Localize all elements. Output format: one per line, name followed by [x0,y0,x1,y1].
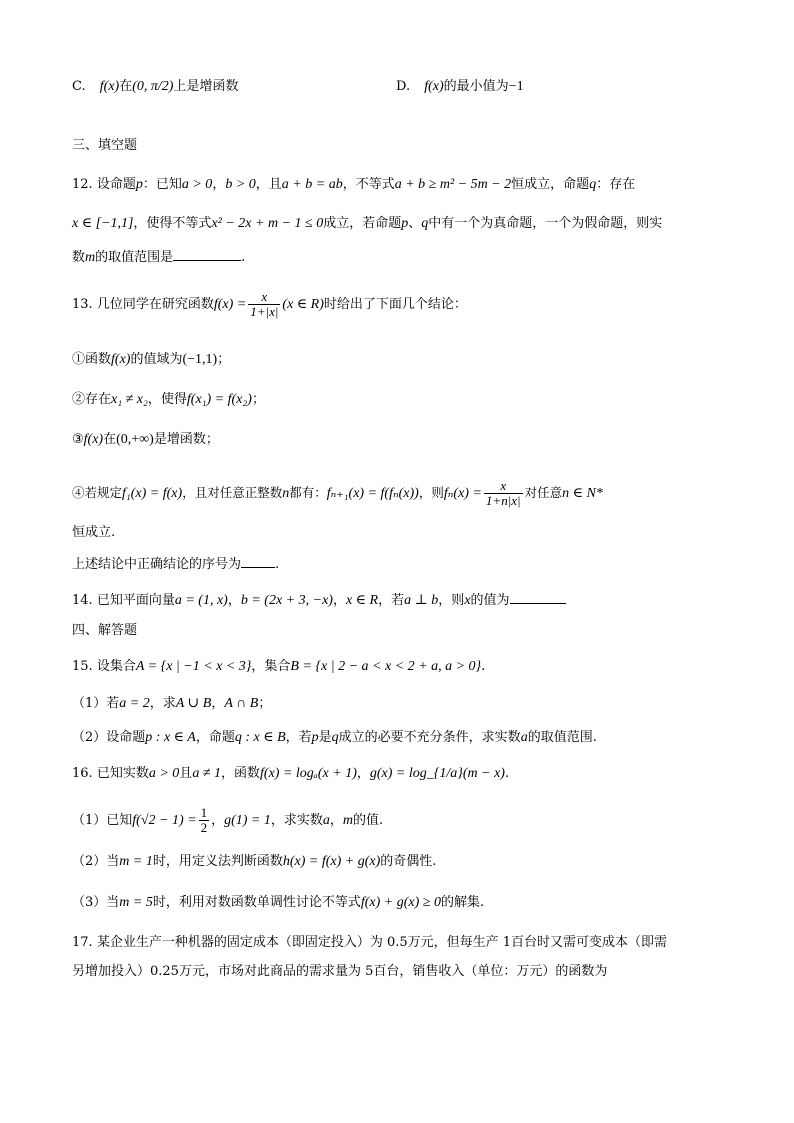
q13-math: f₁(x) = f(x) [122,486,183,501]
q13-math-domain: (x ∈ R) [282,297,324,312]
q13-math: fₙ₊₁(x) = f(fₙ(x)) [326,486,419,501]
q16-part-1 [72,802,722,840]
q13-math: n ∈ N* [562,486,603,501]
q13-text: 几位同学在研究函数 [96,297,214,312]
q12-math-q: q [421,216,429,231]
q15-text: （2）设命题 [72,730,146,745]
q16-math: g(x) = log_{1/a}(m − x) [369,766,505,781]
q16-text: ， [211,813,225,828]
q12-text: ， [212,177,226,192]
q13-math-f: f(x) = [213,297,247,312]
q16-text: （3）当 [72,895,120,910]
q16-text: 时，利用对数函数单调性讨论不等式 [152,895,361,910]
q15-text: 是 [318,730,332,745]
q15-text: （1）若 [72,696,120,711]
q13-text: 的值域为 [130,352,183,367]
question-12-line2 [72,214,722,234]
option-c-interval: (0, π/2) [132,79,174,94]
q16-text: （1）已知 [72,813,133,828]
q16-math: m [342,813,354,828]
answer-blank[interactable] [173,248,241,261]
q13-frac-den: 1+n|x| [485,493,521,508]
option-c-text-zai: 在 [119,79,133,94]
q16-text: 已知实数 [96,766,149,781]
q12-text: ，且 [255,177,282,192]
q12-text: ：存在 [596,177,636,192]
q12-math-p: p [135,177,143,192]
q13-math: n [282,486,290,501]
option-d-tail: 的最小值为 [443,79,509,94]
q15-text: ，集合 [251,659,291,674]
q12-math-x: x ∈ [−1,1] [72,216,134,231]
q13-text: ③ [72,432,84,447]
q14-math: x [464,593,471,608]
q13-text: 在 [103,432,117,447]
q16-math: f(x) = logₐ(x + 1) [260,766,357,781]
q16-frac-den: 2 [200,820,208,835]
q12-math-ineq: a + b ≥ m² − 5m − 2 [394,177,512,192]
q13-math: f(x₁) = f(x₂) [186,392,252,407]
q15-math: A = {x | −1 < x < 3} [135,659,252,674]
q14-text: ，则 [438,593,465,608]
q12-math-q: q [589,177,597,192]
q13-text: 时给出了下面几个结论： [323,297,467,312]
option-d-value: −1 [508,79,524,94]
option-d-function: f(x) [424,79,444,94]
q16-text: 的值. [353,813,384,828]
q13-frac-num: x [500,478,507,493]
q13-text: 是增函数； [153,432,219,447]
question-12-line1 [72,175,722,195]
q12-text: 的取值范围是 [95,250,174,265]
q15-math: a = 2 [119,696,150,711]
q15-text: . [481,659,486,674]
q12-text: 成立，若命题 [323,216,402,231]
q16-text: （2）当 [72,854,120,869]
q15-math: p [311,730,319,745]
q14-text: 已知平面向量 [96,593,175,608]
q13-fraction [248,290,280,319]
q13-text: ，使得 [147,392,187,407]
q12-math-p: p [401,216,409,231]
q13-frac-den: 1+|x| [250,304,279,319]
q15-text: 的取值范围. [527,730,597,745]
q14-text: 的值为 [470,593,510,608]
question-13-intro [72,286,722,324]
q12-math-m: m [85,250,96,265]
q13-math: fₙ(x) = [443,486,482,501]
q15-text: 成立的必要不充分条件，求实数 [338,730,521,745]
q13-text: ； [251,392,265,407]
q14-math: a ⊥ b [404,593,439,608]
q16-text: 的奇偶性. [380,854,437,869]
q16-text: 且 [179,766,193,781]
q13-text: ，则 [418,485,444,500]
q12-text: ，不等式 [342,177,395,192]
q13-math: (0,+∞) [116,432,154,447]
question-14-number: 14. [72,593,93,608]
question-17-line2: 另增加投入）0.25万元，市场对此商品的需求量为 5百台，销售收入（单位：万元）的函数为 [72,964,608,979]
q13-answer-line: 上述结论中正确结论的序号为 . [72,557,280,572]
q16-math: a [322,813,330,828]
q13-math: x₁ ≠ x₂ [111,392,148,407]
question-17-line1 [72,933,722,953]
q13-fraction-4 [484,479,523,508]
q15-math: a [520,730,528,745]
section-heading-solutions: 四、解答题 [72,623,138,638]
q14-text: ， [227,593,241,608]
q13-text: 都有： [289,485,327,500]
q16-text: ，函数 [221,766,261,781]
question-16 [72,764,722,784]
q13-conclusion-4-tail: 恒成立. [72,525,116,540]
q13-frac-num: x [261,289,268,304]
q16-math: a ≠ 1 [192,766,221,781]
q13-text: ； [217,352,231,367]
answer-blank[interactable] [241,555,275,568]
q14-math: x ∈ R [345,593,379,608]
answer-blank[interactable] [510,591,566,604]
option-c-tail: 上是增函数 [173,79,239,94]
q13-text: 上述结论中正确结论的序号为 [72,557,242,572]
q13-text: ，且对任意正整数 [182,485,283,500]
q16-part-3 [72,893,722,913]
q14-math: b = (2x + 3, −x) [240,593,333,608]
option-c-function: f(x) [99,79,120,94]
q16-text: 时，用定义法判断函数 [152,854,283,869]
q13-text: ①函数 [72,352,112,367]
option-d [396,77,716,97]
q12-text: 数 [72,250,86,265]
question-15-number: 15. [72,659,93,674]
q16-text: ， [356,766,370,781]
q15-text: ，求 [149,696,176,711]
q12-math-b: b > 0 [225,177,256,192]
q13-math: f(x) [111,352,131,367]
question-16-number: 16. [72,766,93,781]
option-c-label: C. [72,79,86,94]
q12-math-a: a > 0 [181,177,213,192]
q16-math: f(√2 − 1) = [132,813,197,828]
q13-text: ②存在 [72,392,112,407]
q15-math: B = {x | 2 − a < x < 2 + a, a > 0} [290,659,482,674]
q12-math-ineq2: x² − 2x + m − 1 ≤ 0 [211,216,324,231]
q12-text: ：已知 [142,177,182,192]
q13-conclusion-4 [72,474,722,513]
q16-text: . [504,766,510,781]
q16-text: 的解集. [440,895,485,910]
q12-text: 中有一个为真命题，一个为假命题，则实 [428,216,663,231]
q15-math: A ∪ B [175,696,212,711]
q15-math: A ∩ B [224,696,259,711]
question-12-line3: 数m的取值范围是 . [72,250,246,265]
q15-text: 设集合 [96,659,136,674]
q16-text: ，求实数 [270,813,323,828]
q15-math: p : x ∈ A [145,730,196,745]
q13-text: ④若规定 [72,485,123,500]
q16-frac-num: 1 [200,805,208,820]
q15-part-2 [72,728,722,748]
q16-math: m = 1 [119,854,153,869]
q17-text: 某企业生产一种机器的固定成本（即固定投入）为 0.5万元，但每生产 1百台时又需可变成本（即需 [96,935,668,950]
q14-text: ， [332,593,346,608]
question-14 [72,591,722,611]
q15-text: ； [258,696,272,711]
q13-math: (−1,1) [182,352,218,367]
q15-part-1 [72,694,722,714]
q13-conclusion-1 [72,350,722,370]
section-heading-fill-in: 三、填空题 [72,138,138,153]
q14-text: ，若 [378,593,405,608]
q12-math-ab: a + b = ab [281,177,343,192]
q13-text: 对任意 [524,485,563,500]
q15-text: ，若 [285,730,312,745]
q12-text: 设命题 [96,177,136,192]
q16-text: ， [329,813,343,828]
option-d-label: D. [396,79,411,94]
q13-conclusion-2 [72,390,722,410]
q14-math: a = (1, x) [174,593,228,608]
q12-text: 、 [408,216,422,231]
q15-text: ，命题 [195,730,235,745]
q13-math: f(x) [83,432,104,447]
q15-math: q [331,730,339,745]
question-17-number: 17. [72,935,93,950]
q16-math: a > 0 [148,766,180,781]
question-12-number: 12. [72,177,93,192]
q16-math: f(x) + g(x) ≥ 0 [360,895,441,910]
q16-math: g(1) = 1 [224,813,271,828]
q16-math: m = 5 [119,895,153,910]
q16-fraction [199,806,210,835]
question-15 [72,657,722,677]
q12-text: 恒成立，命题 [511,177,590,192]
question-13-number: 13. [72,297,93,312]
q15-math: q : x ∈ B [234,730,286,745]
q12-text: ，使得不等式 [133,216,212,231]
q16-part-2 [72,852,722,872]
q13-conclusion-3 [72,430,722,450]
q15-text: ， [211,696,225,711]
q16-math: h(x) = f(x) + g(x) [282,854,381,869]
